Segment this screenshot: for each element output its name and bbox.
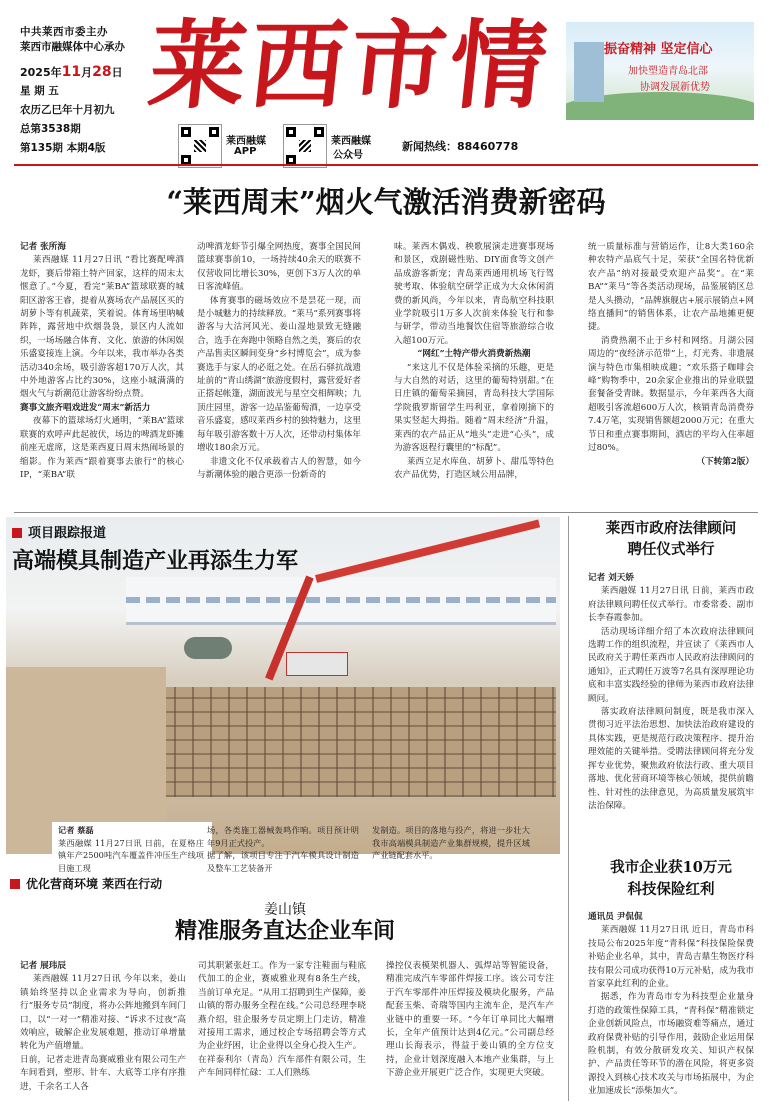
lunar-date: 农历乙巳年十月初九	[20, 104, 115, 116]
business-col-3: 操控仪表模架机器人、弧焊站等智能设备，精准完成汽车零部件焊接工序。该公司专注于汽车零部件冲压焊接及模块化服务，产品配套玉柴、奇瑞等国内主流车企，是汽车产业链中的重要一环。“今年订单同比大幅增长，全年产值预计达到4亿元。”公司副总经理山长海表示，得益于姜山镇的全方位支持，企业计划深度融入本地产业集群，与上下游企业开展更广泛合作，实现更大突破。	[386, 961, 554, 1079]
lead-paragraph: 消费热潮不止于乡村和网络。月湖公园周边的“夜经济示范带”上，灯光秀、非遗展演与特色市集相映成趣；“欢乐搭子咖啡会峰”购物季中，20余家企业推出的异业联盟套餐备受青睐。数据显示，今年莱西各大商超吸引客流超600万人次，核销青岛消费券7.4万笔，实现销售额超2000万元；在重大节日和重点赛事期间，酒店的平均入住率超过80%。	[588, 335, 754, 454]
business-paragraph: 莱西融媒 11月27日讯 今年以来，姜山镇始终坚持以企业需求为导向，创新推行“服务专员”制度，将办公阵地搬到车间门口，以“一对一”精准对接、“诉求不过夜”高效响应，破解企业发展难题，推动订单增量转化为产值增量。 日前，记者走进青岛赛威雅业有限公司生产车间看到，塑形、针车、大底等工序有序推进，千余名工人各	[20, 974, 186, 1092]
masthead	[0, 0, 772, 160]
app-qr-code[interactable]	[178, 124, 222, 168]
wechat-label-1: 莱西融媒	[331, 136, 371, 147]
wechat-qr-code[interactable]	[283, 124, 327, 168]
date-day-suffix: 日	[111, 66, 123, 79]
masthead-rule	[14, 164, 758, 166]
tech-paragraph: 莱西融媒 11月27日讯 近日，青岛市科技局公布2025年度“青科保”科技保险保费补贴企业名单，其中，青岛吉鼎生物医疗科技有限公司成功获得10万元补贴，成为我市首家享此红利的企业。	[588, 925, 754, 990]
hotline-number: 88460778	[457, 140, 519, 153]
date-month-suffix: 月	[81, 66, 93, 79]
issue-info: 第135期 本期4版	[20, 142, 106, 154]
legal-headline-1: 莱西市政府法律顾问	[605, 520, 737, 537]
business-headline: 精准服务直达企业车间	[174, 918, 395, 944]
organizer-2: 莱西市融媒体中心承办	[20, 41, 125, 53]
lead-subhead-1: 赛事文旅齐唱戏进发“周末”新活力	[20, 402, 151, 413]
tech-headline-2: 科技保险红利	[627, 881, 715, 898]
app-label-2: APP	[234, 146, 257, 157]
banner-line1: 振奋精神 坚定信心	[604, 42, 713, 57]
newspaper-logo: 莱西市情	[144, 9, 556, 122]
date-month: 11	[61, 64, 82, 80]
photo-factory-band	[126, 597, 556, 603]
hotline	[402, 138, 518, 154]
lead-headline: “莱西周末”烟火气激活消费新密码	[166, 185, 606, 219]
weekday: 星 期 五	[20, 85, 59, 97]
tech-headline-1: 我市企业获10万元	[610, 859, 732, 876]
hotline-label: 新闻热线：	[402, 140, 457, 153]
feature-col-2: 场，各类施工器械轰鸣作响。项目预计明年9月正式投产。 据了解，该项目专注于汽车模具设计制造及整车工艺装备开	[207, 825, 359, 873]
business-col-2: 司其职紧张赶工。作为一家专注鞋面与鞋底代加工的企业，赛威雅业现有8条生产线，当前订单充足。“从用工招聘到生产保障，姜山镇的帮办服务全程在线。”公司总经理李晓燕介绍，驻企服务专员定期上门走访，精准对接用工需求，通过校企专场招聘会等方式为企业纾困，让企业得以全身心投入生产。 在祥泰利尔（青岛）汽车部件有限公司，生产车间同样忙碌：工人们熟练	[198, 961, 366, 1079]
organizer-1: 中共莱西市委主办	[20, 26, 108, 38]
lead-paragraph: 体育赛事的磁场效应不是昙花一现，而是小城魅力的持续释放。“莱马”系列赛事将游客与大沽河风光、姜山湿地景致无缝融合，选手在奔跑中领略自然之美，赛后的农产品售卖区瞬间变身“乡村博览会”，成为参赛选手与家人的必逛之处。在岳石驿抗战遗址前的“青山绣湖”旅游度假村，露营爱好者正搭起帐篷，湖面波光与星空交相辉映；九顶庄园里，游客一边品鉴葡萄酒，一边享受音乐盛宴，感叹莱西乡村的独特魅力，这里每年吸引游客数十万人次，还带动村集体年增收180余万元。	[197, 295, 361, 454]
app-label-1: 莱西融媒	[226, 136, 266, 147]
lead-col-1	[20, 241, 184, 482]
lead-paragraph: 味。莱西木偶戏、秧歌展演走进赛事现场和景区，戏剧磁性贴、DIY面食等文创产品成游客新宠；青岛莱西通用机场飞行驾驶考取、体验航空研学正成为大众休闲消费的新风尚，今年以来，青岛航空科技职业学院吸引1万多人次前来体验飞行和参与研学，带动当地餐饮住宿等旅游综合收入超100万元。	[394, 242, 554, 346]
lead-paragraph: 统一质量标准与营销运作，让8大类160余种农特产品底气十足，荣获“全国名特优新农产品”纳对接最受欢迎产品奖”。在“莱BA”“莱马”等各类活动现场，品鉴展销区总是人头攒动，“品牌旗舰店+展示展销点+网络直播间”的销售体系，让农产品地摊更便捷。	[588, 242, 754, 333]
banner-building	[574, 42, 604, 102]
date-day: 28	[92, 64, 112, 80]
photo-mixer-truck	[184, 637, 232, 659]
lead-paragraph: 夜幕下的篮球场灯火通明，“莱BA”篮球联赛的欢呼声此起彼伏，场边的啤酒龙虾摊前座无虚席，这是莱西夏日周末热闹场景的缩影。作为莱西“跟着赛事去旅行”的核心IP，“莱BA”联	[20, 416, 184, 480]
lead-paragraph: 莱西立足水库鱼、胡萝卜、甜瓜等特色农产品优势，打造区域公用品牌，	[394, 456, 554, 480]
section-marker-icon	[10, 879, 20, 889]
business-kicker: 姜山镇	[264, 902, 306, 918]
business-section-text: 优化营商环境 莱西在行动	[26, 877, 163, 891]
feature-col-3: 发制造。项目的落地与投产，将进一步壮大我市高端模具制造产业集群规模，提升区域产业链配套水平。	[372, 825, 530, 861]
lead-paragraph: 莱西融媒 11月27日讯 “看比赛配啤酒龙虾，赛后带箱土特产回家，这样的周末太惬意了。”今夏，看完“莱BA”篮球联赛的城阳区游客王睿，提着从赛场农产品展区买的胡萝卜等有机蔬菜，笑着说。体育场里呐喊阵阵，露营地中炊烟袅袅，景区内人流如织，一场场融合体育、文化、旅游的休闲娱乐盛宴接连上演。今年以来，我市举办各类活动340余场，吸引游客超170万人次，其中外地游客占比约30%，这座小城满满的烟火气与新潮范让游客纷纷点赞。	[20, 255, 184, 400]
lead-paragraph: 非遗文化不仅承载着古人的智慧，如今与新潮体验的融合更添一份新奇的	[197, 456, 361, 480]
feature-section-text: 项目跟踪报道	[28, 526, 107, 541]
lead-paragraph: 动啤酒龙虾节引爆全网热度，赛事全国民间篮球赛事前10，一场持续40余天的联赛不仅营收同比增长30%，更创下3万人次的单日客流峰值。	[197, 242, 361, 293]
turn-page-note: （下转第2版）	[696, 456, 754, 467]
lead-col-3	[394, 241, 554, 482]
photo-pump-truck	[286, 652, 348, 676]
issue-total: 总第3538期	[20, 123, 81, 135]
legal-paragraph: 落实政府法律顾问制度，既是我市深入贯彻习近平法治思想、加快法治政府建设的具体实践，更是规范行政决策程序、提升治理效能的关键举措。受聘法律顾问将充分发挥专业优势，聚焦政府依法行政、重大项目落地、优化营商环境等核心领域，提供前瞻性、针对性的法律意见，为高质量发展筑牢法治保障。	[588, 707, 754, 811]
date-line	[20, 64, 123, 80]
business-section-label	[10, 875, 162, 892]
business-byline: 记者 展玮辰	[20, 961, 66, 971]
tech-byline: 通讯员 尹侃侃	[588, 912, 643, 922]
lead-paragraph: “来这儿不仅是体验采摘的乐趣，更是与大自然的对话，这里的葡萄特别甜。”在日庄镇的葡萄采摘园，青岛科技大学国际学院俄罗斯留学生玛利亚，拿着刚摘下的果实竖起大拇指。随着“周末经济”升温，莱西的农产品正从“地头”走进“心头”，成为游客返程行囊里的“标配”。	[394, 362, 554, 454]
photo-rebar-field	[156, 687, 556, 797]
legal-byline: 记者 刘天娇	[588, 573, 634, 583]
legal-headline-2: 聘任仪式举行	[627, 541, 715, 558]
lead-col-2	[197, 241, 361, 482]
banner-line3: 协调发展新优势	[640, 82, 710, 93]
banner-line2: 加快塑造青岛北部	[628, 66, 708, 77]
feature-section-label	[12, 522, 106, 541]
tech-body	[588, 911, 754, 1099]
section-marker-icon	[12, 528, 22, 538]
feature-col-1	[58, 824, 204, 874]
column-divider	[568, 516, 569, 1101]
legal-paragraph: 活动现场详细介绍了本次政府法律顾问选聘工作的组织流程，并宣读了《莱西市人民政府关于聘任莱西市人民政府法律顾问的通知》，正式聘任万波等7名具有深厚理论功底和丰富实践经验的律师为莱西市政府法律顾问。	[588, 626, 754, 704]
feature-byline: 记者 蔡磊	[58, 825, 94, 835]
feature-headline: 高端模具制造产业再添生力军	[12, 548, 299, 574]
tech-paragraph: 据悉，作为青岛市专为科技型企业量身打造的政策性保障工具，“青科保”精准锁定企业创新风险点，市场融资难等痛点，通过政府保费补贴的引导作用，鼓励企业运用保险机制，有效分散研发攻关、知识产权保护、产品责任等环节的潜在风险，将更多资源投入到核心技术攻关与市场拓展中，为企业加速成长“添柴加火”。	[588, 992, 754, 1097]
slogan-banner	[566, 22, 754, 120]
business-col-1	[20, 960, 186, 1094]
lead-byline: 记者 张所海	[20, 242, 66, 252]
legal-paragraph: 莱西融媒 11月27日讯 日前，莱西市政府法律顾问聘任仪式举行。市委常委、副市长李春霞参加。	[588, 586, 754, 624]
section-divider	[14, 512, 758, 513]
photo-crane-boom	[315, 519, 540, 582]
date-year: 2025年	[20, 66, 62, 79]
lead-col-4	[588, 241, 754, 469]
feature-paragraph: 莱西融媒 11月27日讯 日前，在夏格庄镇年产2500吨汽车覆盖件冲压生产线项目施工现	[58, 837, 204, 873]
wechat-label-2: 公众号	[333, 150, 363, 161]
lead-subhead-2: “网红”土特产带火消费新热潮	[417, 349, 531, 360]
legal-body	[588, 572, 754, 813]
